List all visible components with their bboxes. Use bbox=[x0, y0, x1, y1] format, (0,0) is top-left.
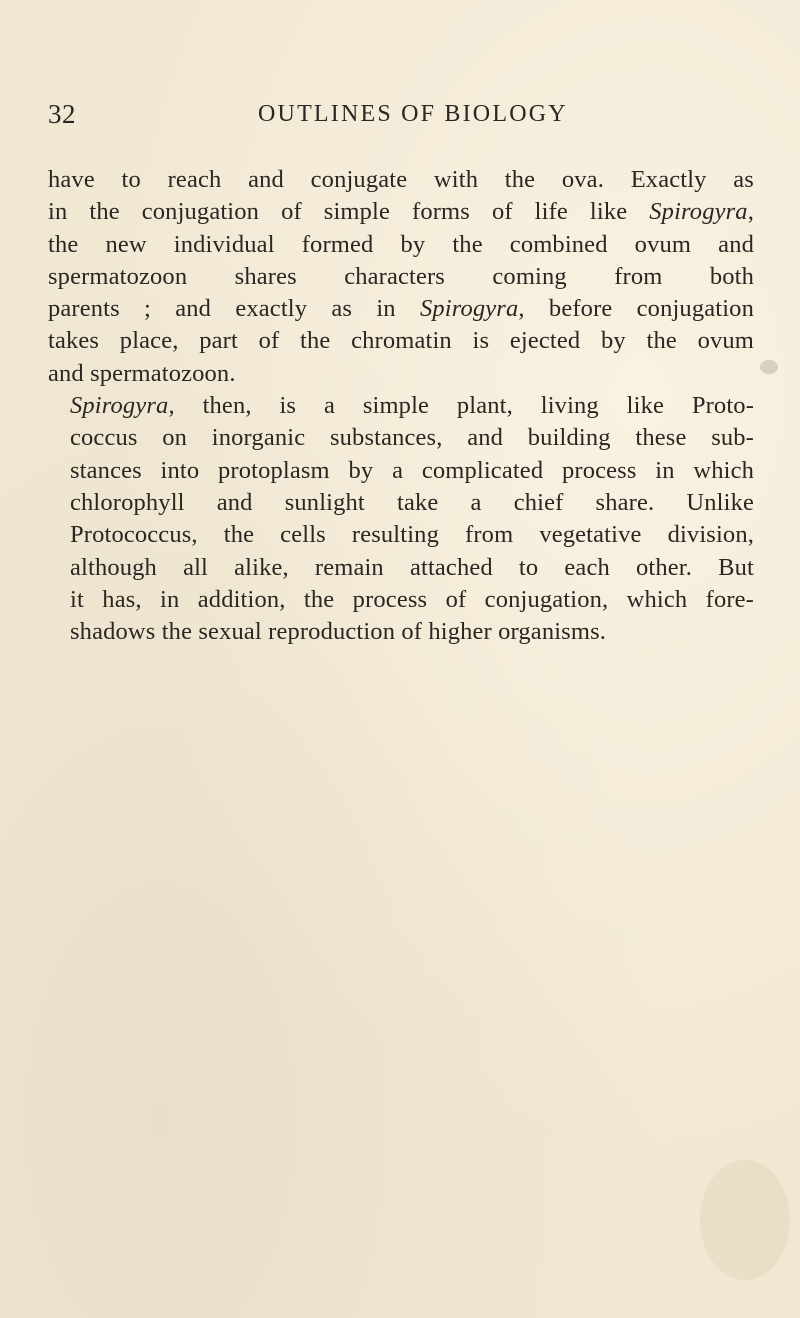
text-line bbox=[48, 261, 754, 293]
text-line bbox=[48, 358, 754, 390]
page-number: 32 bbox=[48, 99, 76, 129]
italic-term: Spirogyra bbox=[419, 295, 519, 323]
text-run: , bbox=[747, 198, 754, 226]
text-run: and spermatozoon. bbox=[48, 359, 236, 387]
paper-stain bbox=[700, 1160, 790, 1280]
text-run: have to reach and conjugate with the ova. Exactly as bbox=[48, 166, 754, 193]
text-run: parents ; and exactly as in bbox=[48, 295, 420, 323]
text-run: stances into protoplasm by a complicated process in which bbox=[70, 456, 754, 484]
text-run: although all alike, remain attached to each other. But bbox=[70, 553, 754, 581]
text-line bbox=[48, 552, 754, 584]
running-head bbox=[0, 99, 800, 139]
italic-term: Spirogyra bbox=[649, 198, 748, 226]
text-line bbox=[48, 390, 754, 422]
text-line bbox=[48, 584, 754, 616]
text-line bbox=[48, 616, 754, 648]
text-line bbox=[48, 422, 754, 454]
text-run: shadows the sexual reproduction of higher organisms. bbox=[70, 618, 607, 646]
text-run: the new individual formed by the combined ovum and bbox=[48, 230, 754, 258]
text-line bbox=[48, 487, 754, 519]
text-run: it has, in addition, the process of conjugation, which fore- bbox=[70, 585, 754, 613]
text-line bbox=[48, 293, 754, 325]
paper-stain bbox=[760, 360, 778, 374]
text-run: takes place, part of the chromatin is ejected by the ovum bbox=[48, 327, 754, 355]
paragraph bbox=[48, 390, 754, 648]
text-line bbox=[48, 196, 754, 228]
text-run: in the conjugation of simple forms of life like bbox=[48, 198, 650, 226]
text-run: coccus on inorganic substances, and building these sub- bbox=[70, 424, 754, 452]
text-line bbox=[48, 325, 754, 357]
text-run: , before conjugation bbox=[518, 295, 754, 323]
text-run: , then, is a simple plant, living like Proto- bbox=[168, 392, 754, 420]
body-text bbox=[48, 164, 754, 648]
text-line bbox=[48, 519, 754, 551]
text-line bbox=[48, 229, 754, 261]
text-run: spermatozoon shares characters coming from both bbox=[48, 262, 754, 290]
text-run: Protococcus, the cells resulting from vegetative division, bbox=[70, 521, 754, 549]
text-line bbox=[48, 164, 754, 196]
paragraph bbox=[48, 164, 754, 390]
text-run: chlorophyll and sunlight take a chief share. Unlike bbox=[70, 488, 754, 516]
running-title: OUTLINES OF BIOLOGY bbox=[258, 101, 568, 127]
italic-term: Spirogyra bbox=[70, 392, 169, 420]
text-line bbox=[48, 455, 754, 487]
